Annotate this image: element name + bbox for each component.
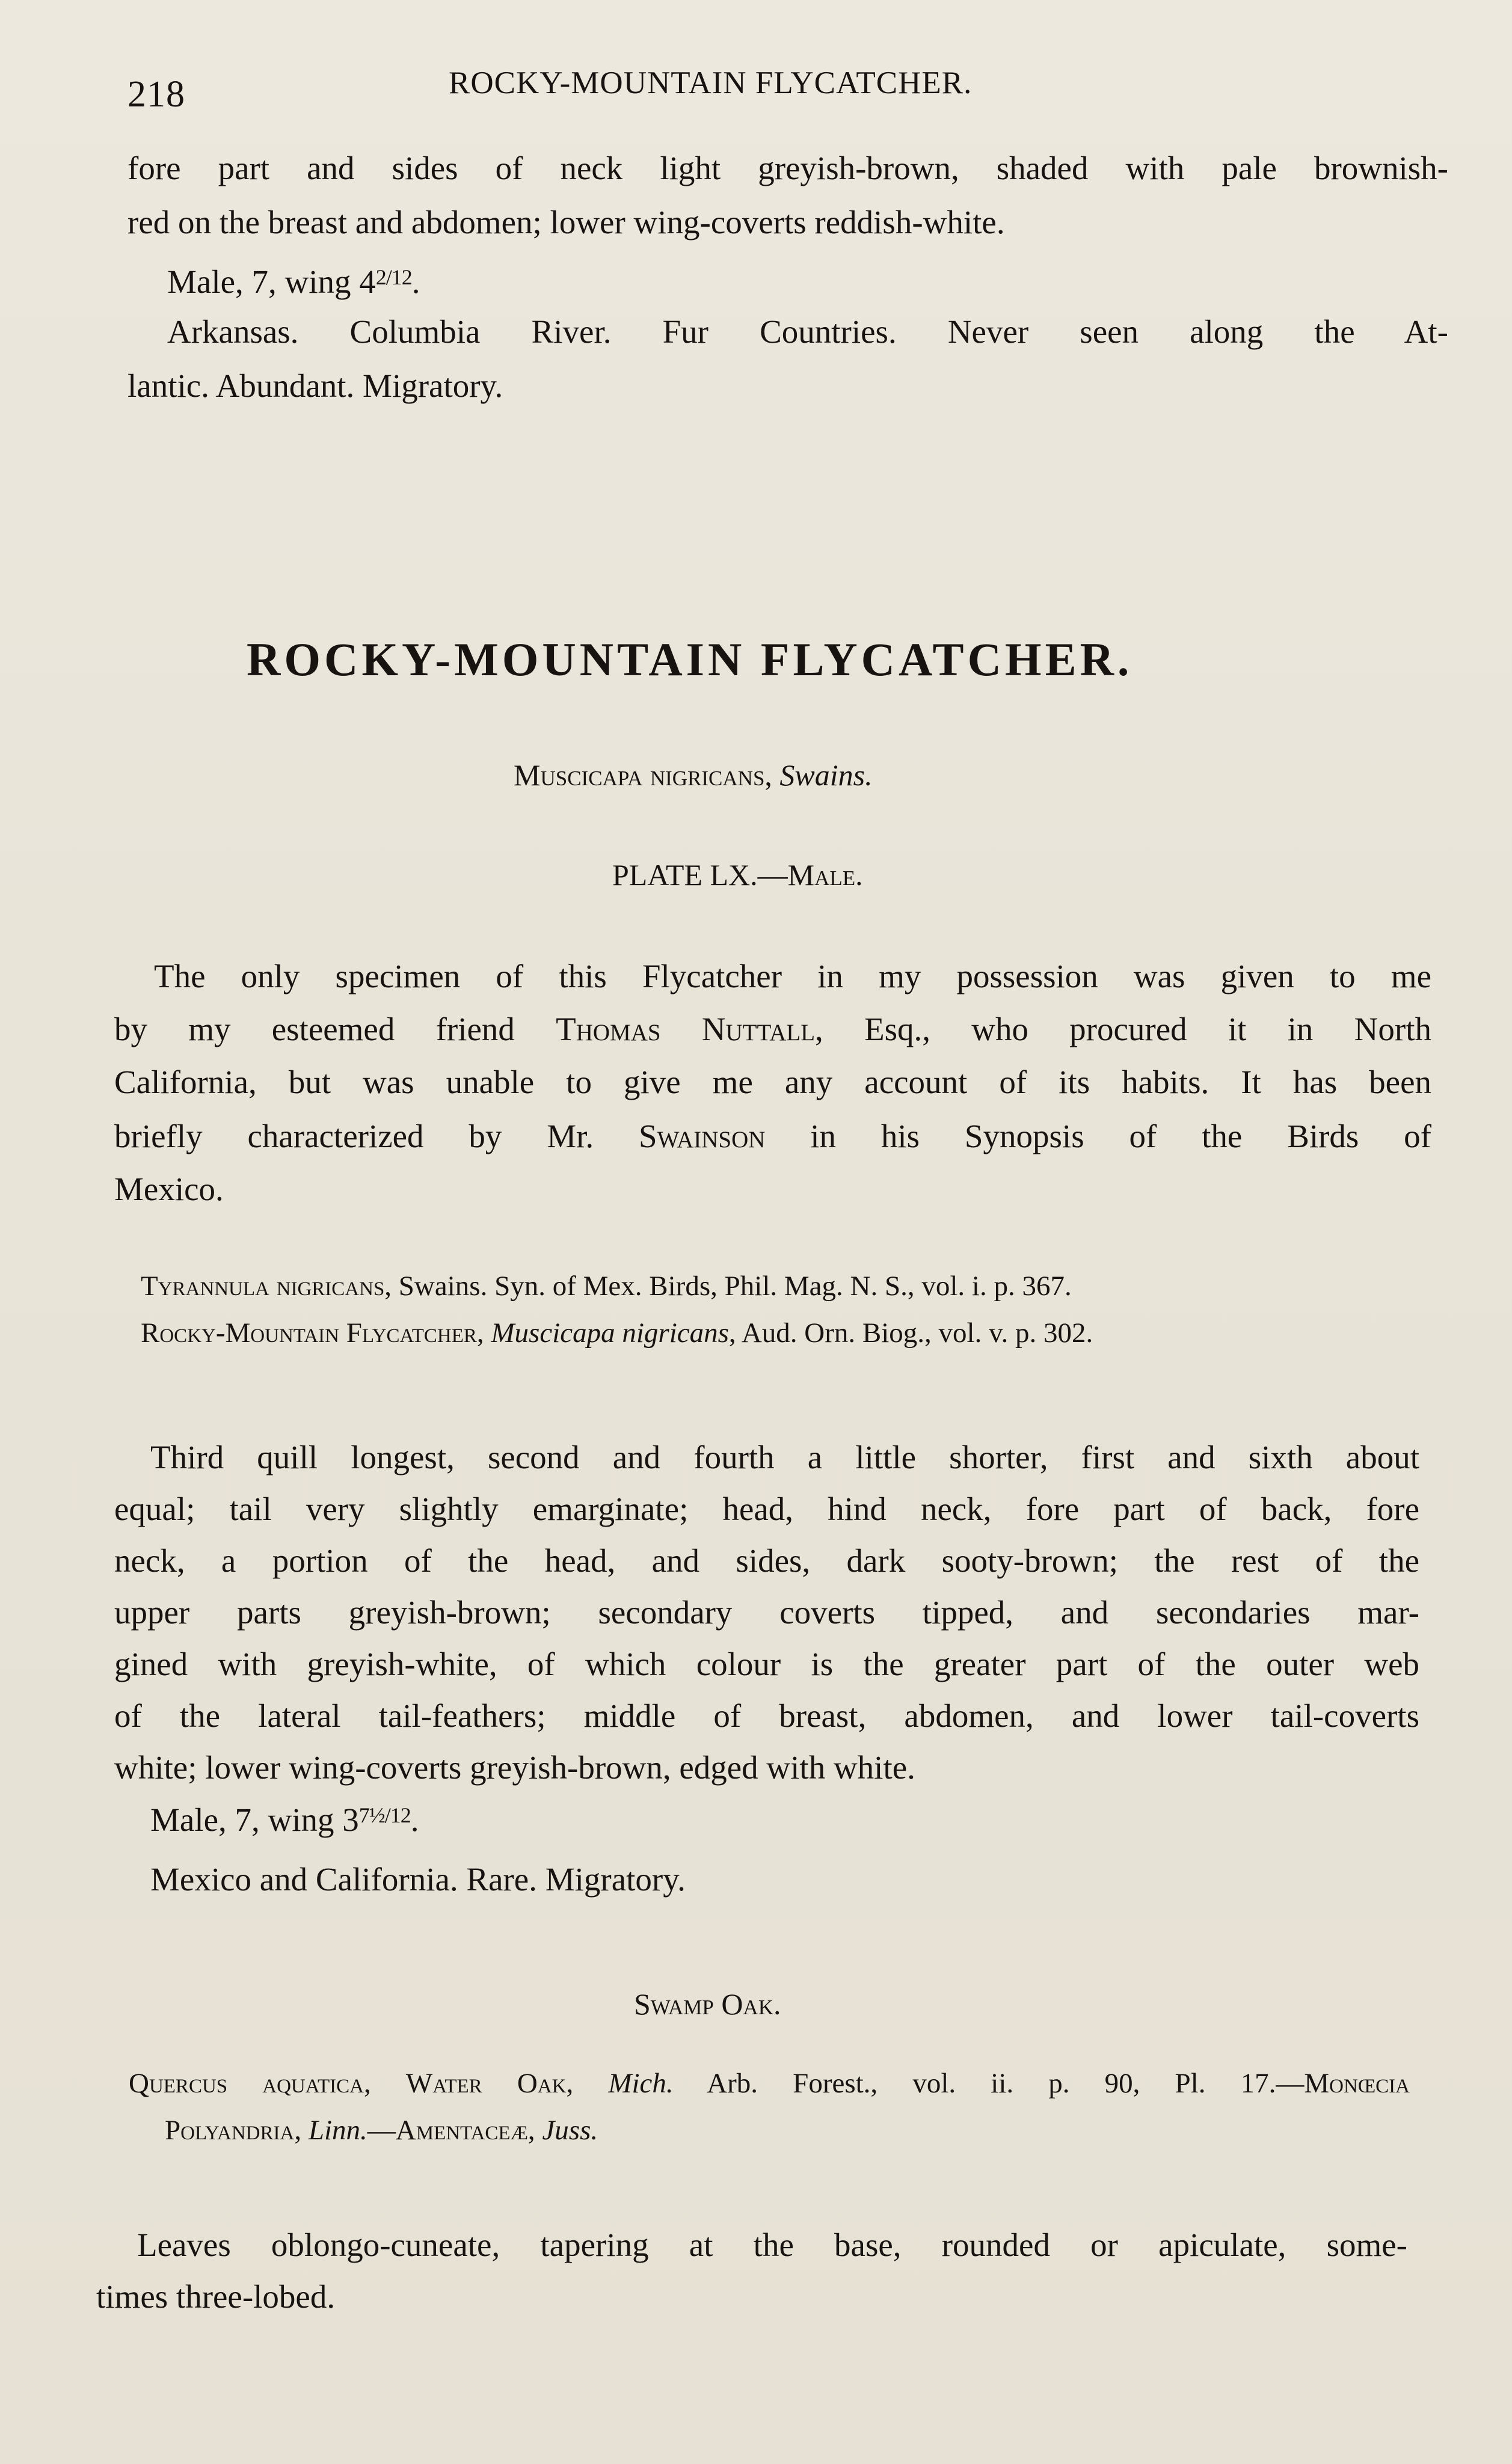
plant-ref-sep-2: , <box>566 2068 609 2099</box>
measurement-fraction: 7½/12 <box>358 1803 411 1827</box>
measurement-text: Male, 7, wing 3 <box>150 1801 359 1838</box>
person-swainson: Swainson <box>639 1118 766 1154</box>
description-line-3: neck, a portion of the head, and sides, dark sooty-brown; the rest of the <box>114 1542 1419 1579</box>
prev-measurement-text: Male, 7, wing 4 <box>167 263 376 300</box>
prev-description-line-1: fore part and sides of neck light greyish-brown, shaded with pale brownish- <box>128 150 1448 186</box>
person-nuttall: Thomas Nuttall <box>556 1011 816 1047</box>
page-number: 218 <box>128 74 185 115</box>
synonym-1-citation: , Swains. Syn. of Mex. Birds, Phil. Mag. N. S., vol. i. p. 367. <box>384 1270 1072 1302</box>
synonym-1 <box>141 1270 1072 1302</box>
measurement-suffix: . <box>410 1801 419 1838</box>
prev-description-line-2: red on the breast and abdomen; lower wing-coverts reddish-white. <box>128 204 1005 241</box>
plant-common-name: Water Oak <box>405 2068 567 2099</box>
synonym-1-name: Tyrannula nigricans <box>141 1270 385 1302</box>
entry-title: ROCKY-MOUNTAIN FLYCATCHER. <box>247 633 1133 685</box>
plant-family: Amentaceæ <box>395 2115 528 2146</box>
leaves-line-2: times three-lobed. <box>96 2278 336 2315</box>
synonym-2 <box>141 1317 1093 1349</box>
plant-latin-name: Quercus aquatica <box>129 2068 364 2099</box>
plant-class: Monœcia <box>1304 2068 1410 2099</box>
plant-ref-dash: — <box>367 2115 396 2146</box>
intro-text-a: by my esteemed friend <box>114 1011 556 1047</box>
plant-citation: Arb. Forest., vol. ii. p. 90, Pl. 17.— <box>673 2068 1305 2099</box>
prev-range-line-2: lantic. Abundant. Migratory. <box>128 367 503 404</box>
intro-text-c: briefly characterized by Mr. <box>114 1118 639 1154</box>
description-line-4: upper parts greyish-brown; secondary coverts tipped, and secondaries mar- <box>114 1594 1419 1631</box>
plant-order: Polyandria <box>165 2115 295 2146</box>
synonym-2-name: Rocky-Mountain Flycatcher <box>141 1317 477 1349</box>
plant-order-author: Linn. <box>308 2115 367 2146</box>
plant-reference-line-2 <box>165 2114 598 2147</box>
species-name-line <box>514 749 873 801</box>
plant-reference-line-1 <box>129 2067 1410 2100</box>
description-line-6: of the lateral tail-feathers; middle of breast, abdomen, and lower tail-coverts <box>114 1697 1419 1734</box>
plate-caption: PLATE LX.—Male. <box>612 858 863 892</box>
intro-line-3: California, but was unable to give me any account of its habits. It has been <box>114 1064 1431 1100</box>
prev-measurement <box>167 251 420 308</box>
species-author: Swains. <box>779 758 873 792</box>
species-name: Muscicapa nigricans, <box>514 758 772 792</box>
plant-family-author: Juss. <box>542 2115 598 2146</box>
intro-text-d: in his Synopsis of the Birds of <box>765 1118 1431 1154</box>
plant-author: Mich. <box>608 2068 674 2099</box>
description-line-1: Third quill longest, second and fourth a little shorter, first and sixth about <box>150 1439 1419 1476</box>
plant-title: Swamp Oak. <box>634 1987 781 2021</box>
leaves-line-1: Leaves oblongo-cuneate, tapering at the base, rounded or apiculate, some- <box>137 2226 1407 2263</box>
description-line-7: white; lower wing-coverts greyish-brown, edged with white. <box>114 1749 915 1786</box>
synonym-2-sep: , <box>476 1317 491 1349</box>
plant-ref-sep-1: , <box>363 2068 406 2099</box>
intro-line-2 <box>114 1003 1431 1055</box>
prev-measurement-suffix: . <box>411 263 420 300</box>
description-line-5: gined with greyish-white, of which colour is the greater part of the outer web <box>114 1646 1419 1682</box>
prev-measurement-fraction: 2/12 <box>375 265 412 289</box>
plant-ref-sep-3: , <box>294 2115 309 2146</box>
intro-line-5: Mexico. <box>114 1171 224 1207</box>
intro-line-1: The only specimen of this Flycatcher in my possession was given to me <box>154 958 1431 994</box>
intro-line-4 <box>114 1110 1431 1162</box>
prev-range-line-1: Arkansas. Columbia River. Fur Countries. Never seen along the At- <box>167 313 1448 350</box>
description-line-2: equal; tail very slightly emarginate; head, hind neck, fore part of back, fore <box>114 1491 1419 1527</box>
range: Mexico and California. Rare. Migratory. <box>150 1861 686 1898</box>
plant-ref-sep-4: , <box>527 2115 542 2146</box>
intro-text-b: , Esq., who procured it in North <box>815 1011 1431 1047</box>
running-title: ROCKY-MOUNTAIN FLYCATCHER. <box>449 66 973 100</box>
synonym-2-citation: , Aud. Orn. Biog., vol. v. p. 302. <box>728 1317 1093 1349</box>
measurement <box>150 1789 419 1846</box>
synonym-2-latin: Muscicapa nigricans <box>491 1317 729 1349</box>
